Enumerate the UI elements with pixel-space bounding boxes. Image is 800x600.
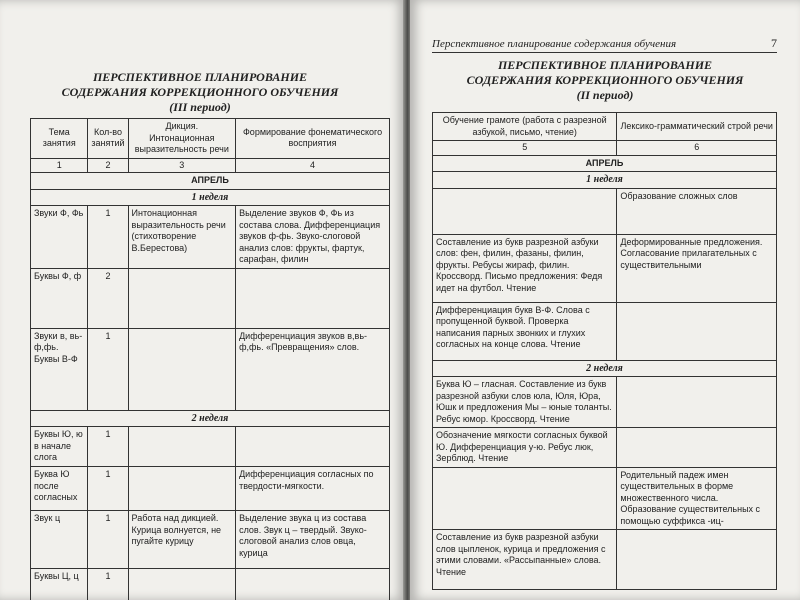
cell-topic: Звук ц [31, 511, 88, 569]
col-number-row [433, 141, 777, 156]
cell-phonemic: Выделение звуков Ф, Фь из состава слова. Дифференциация звуков ф-фь. Звуко-слоговой анализ слов: фрукты, фартук, сарафан, филин [236, 206, 390, 269]
week-label: 1 неделя [31, 189, 390, 206]
cell-topic: Буквы Ц, ц [31, 569, 88, 600]
col-header-phonemic: Формирование фонематического восприятия [236, 119, 390, 159]
right-title-line2: СОДЕРЖАНИЯ КОРРЕКЦИОННОГО ОБУЧЕНИЯ [466, 73, 744, 87]
cell-diction [128, 467, 236, 511]
table-row [31, 328, 390, 410]
week-label: 1 неделя [433, 172, 777, 189]
week-row [31, 189, 390, 206]
cell-lexical [617, 377, 777, 428]
cell-lexical: Родительный падеж имен существительных в форме множественного числа. Образование существительных с помощью суффикса -иц- [617, 467, 777, 530]
month-label: АПРЕЛЬ [31, 173, 390, 190]
cell-diction [128, 268, 236, 328]
cell-count: 1 [88, 427, 128, 467]
table-row [31, 206, 390, 269]
cell-diction: Интонационная выразительность речи (стихотворение В.Берестова) [128, 206, 236, 269]
cell-topic: Буквы Ф, ф [31, 268, 88, 328]
table-row [31, 511, 390, 569]
col-number: 3 [128, 158, 236, 173]
month-row [433, 155, 777, 172]
col-number: 5 [433, 141, 617, 156]
table-row [433, 530, 777, 590]
col-header-count: Кол-во занятий [88, 119, 128, 159]
col-number: 4 [236, 158, 390, 173]
cell-count: 2 [88, 268, 128, 328]
table-row [31, 569, 390, 600]
right-title-line1: ПЕРСПЕКТИВНОЕ ПЛАНИРОВАНИЕ [497, 58, 713, 72]
running-head [432, 38, 777, 53]
col-header-topic: Тема занятия [31, 119, 88, 159]
table-header-row [433, 113, 777, 141]
right-plan-table [432, 112, 777, 590]
cell-lexical: Образование сложных слов [617, 188, 777, 234]
right-period: (II период) [576, 88, 634, 102]
right-page-title [435, 58, 775, 103]
col-header-diction: Дикция. Интонационная выразительность речи [128, 119, 236, 159]
table-row [31, 427, 390, 467]
table-row [433, 377, 777, 428]
week-row [433, 172, 777, 189]
running-head-text: Перспективное планирование содержания обучения [432, 38, 677, 50]
table-row [433, 428, 777, 468]
week-row [31, 410, 390, 427]
cell-literacy: Обозначение мягкости согласных буквой Ю. Дифференциация у-ю. Ребус люк, Зерблюд. Чтение [433, 428, 617, 468]
cell-diction [128, 427, 236, 467]
week-label: 2 неделя [31, 410, 390, 427]
col-header-literacy: Обучение грамоте (работа с разрезной азбукой, письмо, чтение) [433, 113, 617, 141]
cell-lexical [617, 428, 777, 468]
cell-phonemic [236, 268, 390, 328]
col-number: 6 [617, 141, 777, 156]
cell-phonemic: Дифференциация звуков в,вь-ф,фь. «Превращения» слов. [236, 328, 390, 410]
cell-count: 1 [88, 328, 128, 410]
cell-diction [128, 328, 236, 410]
table-header-row [31, 119, 390, 159]
table-row [31, 467, 390, 511]
cell-literacy [433, 467, 617, 530]
month-row [31, 173, 390, 190]
week-label: 2 неделя [433, 360, 777, 377]
col-number: 2 [88, 158, 128, 173]
table-row [433, 188, 777, 234]
cell-count: 1 [88, 206, 128, 269]
cell-count: 1 [88, 569, 128, 600]
cell-count: 1 [88, 467, 128, 511]
table-row [433, 234, 777, 302]
cell-diction: Работа над дикцией. Курица волнуется, не пугайте курицу [128, 511, 236, 569]
cell-phonemic: Выделение звука ц из состава слов. Звук ц – твердый. Звуко-слоговой анализ слов овца, курица [236, 511, 390, 569]
table-row [433, 302, 777, 360]
month-label: АПРЕЛЬ [433, 155, 777, 172]
cell-diction [128, 569, 236, 600]
cell-lexical [617, 302, 777, 360]
table-row [31, 268, 390, 328]
cell-literacy: Дифференциация букв В-Ф. Слова с пропущенной буквой. Проверка написания парных звонких и глухих согласных на конце слова. Чтение [433, 302, 617, 360]
cell-literacy: Составление из букв разрезной азбуки слов цыпленок, курица и предложения с этими словами. «Рассыпанные» слова. Чтение [433, 530, 617, 590]
left-title-line2: СОДЕРЖАНИЯ КОРРЕКЦИОННОГО ОБУЧЕНИЯ [61, 85, 339, 99]
page-number: 7 [771, 36, 777, 50]
table-row [433, 467, 777, 530]
cell-count: 1 [88, 511, 128, 569]
cell-topic: Буквы Ю, ю в начале слога [31, 427, 88, 467]
left-plan-table [30, 118, 390, 600]
cell-phonemic [236, 427, 390, 467]
right-page [410, 0, 800, 600]
col-number-row [31, 158, 390, 173]
cell-literacy: Буква Ю – гласная. Составление из букв разрезной азбуки слов юла, Юля, Юра, Юшк и предложения Мы – юные толанты. Ребус юмор. Кроссворд. Чтение [433, 377, 617, 428]
col-number: 1 [31, 158, 88, 173]
col-header-lexical: Лексико-грамматический строй речи [617, 113, 777, 141]
cell-lexical [617, 530, 777, 590]
left-title-line1: ПЕРСПЕКТИВНОЕ ПЛАНИРОВАНИЕ [92, 70, 308, 84]
left-page-title [30, 70, 370, 115]
cell-topic: Буква Ю после согласных [31, 467, 88, 511]
cell-literacy: Составление из букв разрезной азбуки слов: фен, филин, фазаны, филин, фрукты. Ребусы жираф, филин. Кроссворд. Письмо предложения: Федя идет на футбол. Чтение [433, 234, 617, 302]
cell-topic: Звуки в, вь-ф,фь. Буквы В-Ф [31, 328, 88, 410]
cell-literacy [433, 188, 617, 234]
week-row [433, 360, 777, 377]
cell-topic: Звуки Ф, Фь [31, 206, 88, 269]
cell-phonemic: Дифференциация согласных по твердости-мягкости. [236, 467, 390, 511]
cell-phonemic [236, 569, 390, 600]
cell-lexical: Деформированные предложения. Согласование прилагательных с существительными [617, 234, 777, 302]
left-period: (III период) [169, 100, 231, 114]
